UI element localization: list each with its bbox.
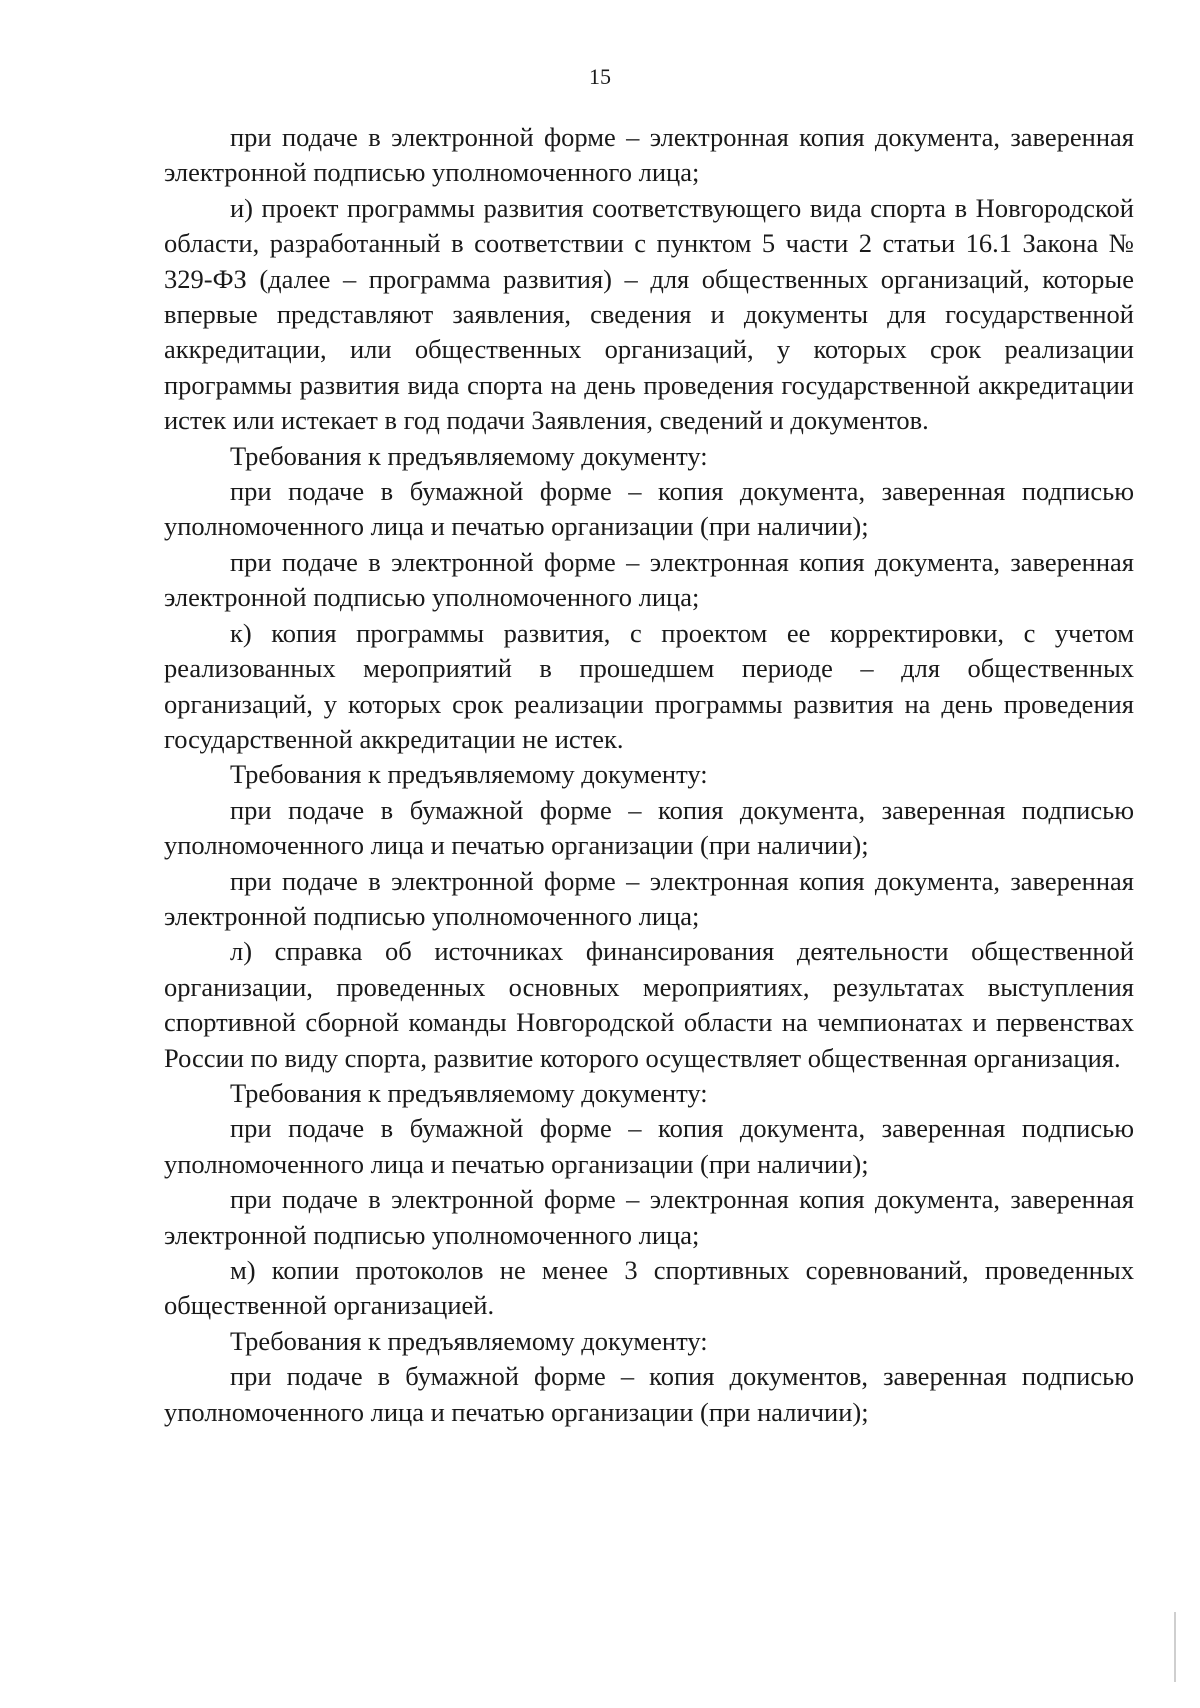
paragraph-requirements-heading-3: Требования к предъявляемому документу:: [230, 1077, 708, 1108]
paragraph-item-l: л) справка об источниках финансирования деятельности общественной организации, проведенных основных мероприятиях, результатах выступления спортивной сборной команды Новгородской области на чемпионатах и первенствах России по виду спорта, развитие которого осуществляет общественная организация.: [164, 936, 1134, 1073]
paragraph-requirements-heading-1: Требования к предъявляемому документу:: [230, 440, 708, 471]
paragraph-paper-submission-4: при подаче в бумажной форме – копия документов, заверенная подписью уполномоченного лица и печатью организации (при наличии);: [164, 1361, 1134, 1427]
paragraph-electronic-submission-3: при подаче в электронной форме – электронная копия документа, заверенная электронной подписью уполномоченного лица;: [164, 865, 1134, 931]
paragraph-paper-submission-1: при подаче в бумажной форме – копия документа, заверенная подписью уполномоченного лица и печатью организации (при наличии);: [164, 476, 1134, 542]
paragraph-item-i: и) проект программы развития соответствующего вида спорта в Новгородской области, разработанный в соответствии с пунктом 5 части 2 статьи 16.1 Закона № 329-ФЗ (далее – программа развития) – для общественных организаций, которые впервые представляют заявления, сведения и документы для государственной аккредитации, или общественных организаций, у которых срок реализации программы развития вида спорта на день проведения государственной аккредитации истек или истекает в год подачи Заявления, сведений и документов.: [164, 192, 1134, 436]
paragraph-requirements-heading-4: Требования к предъявляемому документу:: [230, 1325, 708, 1356]
scan-edge-mark: [1174, 1612, 1176, 1682]
document-body: [164, 120, 1134, 1430]
paragraph-paper-submission-2: при подаче в бумажной форме – копия документа, заверенная подписью уполномоченного лица и печатью организации (при наличии);: [164, 794, 1134, 861]
paragraph-paper-submission-3: при подаче в бумажной форме – копия документа, заверенная подписью уполномоченного лица и печатью организации (при наличии);: [164, 1113, 1134, 1179]
paragraph-item-k: к) копия программы развития, с проектом ее корректировки, с учетом реализованных мероприятий в прошедшем периоде – для общественных организаций, у которых срок реализации программы развития на день проведения государственной аккредитации не истек.: [164, 617, 1134, 754]
paragraph-electronic-submission-1: при подаче в электронной форме – электронная копия документа, заверенная электронной подписью уполномоченного лица;: [164, 122, 1134, 188]
paragraph-item-m: м) копии протоколов не менее 3 спортивных соревнований, проведенных общественной организацией.: [164, 1255, 1134, 1321]
paragraph-requirements-heading-2: Требования к предъявляемому документу:: [230, 759, 708, 790]
paragraph-electronic-submission-2: при подаче в электронной форме – электронная копия документа, заверенная электронной подписью уполномоченного лица;: [164, 546, 1134, 613]
paragraph-electronic-submission-4: при подаче в электронной форме – электронная копия документа, заверенная электронной подписью уполномоченного лица;: [164, 1184, 1134, 1250]
page-number: 15: [589, 64, 611, 89]
